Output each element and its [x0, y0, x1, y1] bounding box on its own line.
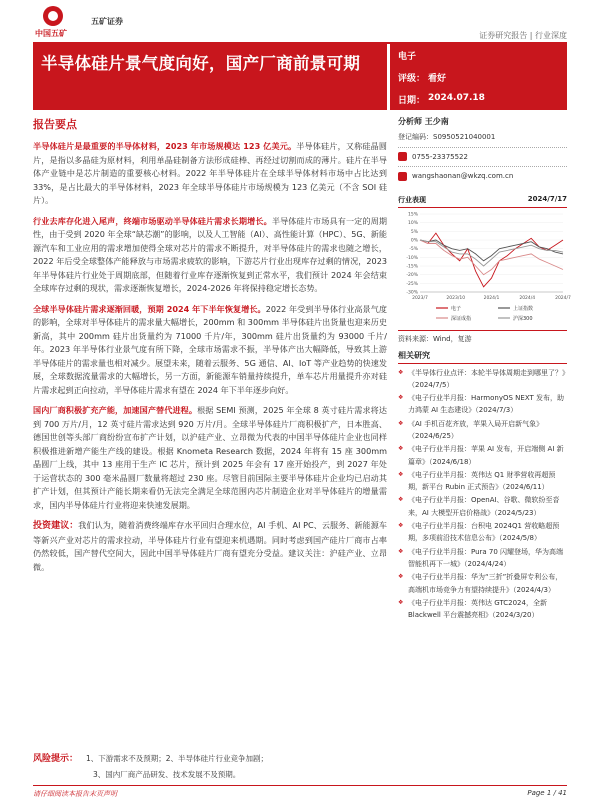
summary-paragraph — [33, 303, 387, 398]
analyst-phone: 0755-23375522 — [412, 152, 468, 161]
y-tick-label: -10% — [406, 255, 418, 261]
summary-heading: 报告要点 — [33, 118, 77, 131]
paragraph-lead: 全球半导体硅片需求逐渐回暖，预期 2024 年下半年恢复增长。 — [33, 303, 266, 314]
date-label: 日期： — [398, 96, 426, 106]
report-title: 半导体硅片景气度向好，国产厂商前景可期 — [41, 54, 361, 73]
report-summary — [33, 116, 387, 574]
page-number: Page 1 / 41 — [527, 789, 567, 797]
related-item[interactable]: ❖ 《电子行业半月报：英伟达 Q1 财季营收再超预期，新平台 Rubin 正式预告》（2024/6/11） — [398, 469, 567, 494]
paragraph-lead: 半导体硅片是最重要的半导体材料，2023 年市场规模达 123 亿美元。 — [33, 141, 297, 151]
email-icon — [398, 172, 407, 181]
analyst-email[interactable]: wangshaonan@wkzq.com.cn — [412, 172, 514, 180]
y-tick-label: -25% — [406, 281, 418, 287]
performance-header — [398, 195, 567, 208]
paragraph-lead: 行业去库存化进入尾声，终端市场驱动半导体硅片需求长期增长。 — [33, 215, 272, 226]
related-item[interactable]: ❖ 《电子行业半月报：台积电 2024Q1 营收略超预期，多项前沿技术信息公布》（2024/5/8） — [398, 520, 567, 545]
related-item[interactable]: ❖ 《电子行业半月报：HarmonyOS NEXT 发布，助力鸿蒙 AI 生态建设》（2024/7/3） — [398, 392, 567, 417]
y-tick-label: 5% — [410, 229, 418, 235]
phone-row — [398, 151, 567, 164]
y-tick-label: 10% — [407, 220, 418, 226]
legend-label: 电子 — [451, 305, 462, 312]
rating-value: 看好 — [428, 74, 447, 84]
contact-divider — [398, 147, 567, 148]
investment-advice — [33, 519, 387, 574]
paragraph-lead: 国内厂商积极扩充产能，加速国产替代进程。 — [33, 405, 198, 415]
y-tick-label: -5% — [409, 246, 418, 252]
title-band — [33, 44, 387, 110]
y-tick-label: 0% — [410, 238, 418, 243]
x-tick-label: 2024/1 — [483, 295, 500, 301]
risk-text-2: 3、国内厂商产品研发、技术发展不及预期。 — [93, 770, 241, 779]
related-item[interactable]: ❖ 《电子行业半月报：英伟达 GTC2024，全新 Blackwell 平台震撼亮相》（2024/3/20） — [398, 597, 567, 622]
contact-divider — [398, 166, 567, 167]
summary-paragraph — [33, 140, 387, 208]
summary-paragraph — [33, 215, 387, 296]
y-tick-label: 15% — [407, 212, 418, 217]
risk-lead: 风险提示： — [33, 754, 79, 764]
performance-date: 2024/7/17 — [527, 194, 567, 203]
advice-lead: 投资建议： — [33, 521, 79, 531]
legend-label: 上证指数 — [513, 305, 534, 312]
sidebar — [398, 116, 571, 622]
company-logo — [33, 6, 143, 38]
rating-row — [398, 71, 447, 84]
email-row — [398, 170, 567, 183]
related-item[interactable]: ❖ 《半导体行业点评：本轮半导体周期走到哪里了？》（2024/7/5） — [398, 367, 567, 392]
legend-label: 深证成指 — [451, 315, 472, 322]
y-tick-label: -15% — [406, 264, 418, 269]
logo-brand-name: 五矿证券 — [91, 17, 123, 26]
summary-paragraph — [33, 404, 387, 512]
related-item[interactable]: ❖ 《电子行业半月报：苹果 AI 发布，开启端侧 AI 新篇章》（2024/6/18） — [398, 443, 567, 468]
paragraph-body: 根据 SEMI 预测，2025 年全球 8 英寸硅片需求将达到 700 万片/月，12 英寸硅片需求达到 920 万片/月。全球半导体硅片厂商积极扩产，日本胜高、德国世创等头部厂商纷纷宣布扩产计划，以沪硅产业、立昂微为代表的中国半导体硅片企业也同样积极推进新增产能生产线的建设。根据 Knometa Research 数据，2024 年将有 15 座 300mm 晶圆厂上线，其中 13 座用于生产 IC 芯片，预计到 2025 年会有 17 座开始投产，到 2027 年处于运营状态的 300 毫米晶圆厂数量将超过 230 座。尽管目前国际主要半导体硅片企业均已启动其扩产计划，但其预计产能长期来看仍无法完全满足全球范围内芯片制造企业对半导体硅片的增量需求，国内半导体硅片行业将迎来快速发展期。 — [33, 405, 387, 510]
footer-disclaimer: 请仔细阅读本报告末页声明 — [33, 790, 117, 798]
related-item[interactable]: ❖ 《电子行业半月报：OpenAI、谷歌、微软纷至沓来，AI 大模型开启价格战》（2024/5/23） — [398, 494, 567, 519]
performance-title: 行业表现 — [398, 195, 426, 204]
paragraph-body: 半导体硅片，又称硅晶圆片，是指以多晶硅为原材料，利用单晶硅制备方法形成硅棒、再经过切割而成的薄片。硅片在半导体产业链中是芯片制造的重要核心材料。2022 年半导体硅片在全球半导体材料市场中占比达到 33%，是占比最大的半导体材料，2023 年全球半导体硅片市场规模为 123 亿美元（不含 SOI 硅片）。 — [33, 141, 387, 205]
series-line-上证指数 — [420, 240, 563, 261]
risk-line — [33, 751, 567, 767]
y-tick-label: -30% — [406, 290, 418, 295]
logo-mark-icon — [43, 6, 63, 26]
x-tick-label: 2024/7 — [555, 295, 571, 301]
x-tick-label: 2023/10 — [446, 295, 466, 301]
x-tick-label: 2024/4 — [519, 295, 536, 301]
advice-body: 我们认为，随着消费终端库存水平回归合理水位，AI 手机、AI PC、云服务、新能源车等新兴产业对芯片的需求拉动，半导体硅片行业有望迎来机遇期。同时考虑到国产硅片厂商市占率仍然较低，国产替代空间大，因此中国半导体硅片厂商有望充分受益。建议关注：沪硅产业、立昂微。 — [33, 520, 387, 572]
y-tick-label: -20% — [406, 272, 418, 278]
paragraph-body: 半导体硅片市场具有一定的周期性，由于受到 2020 年全球“缺芯潮”的影响，以及人工智能（AI）、高性能计算（HPC）、5G、新能源汽车和工业应用的需求增加使得全球对芯片的需求不断提升，对半导体硅片的需求也随之增长，2022 年后受全球整体产能释放与市场需求疲软的影响，下游芯片行业出现库存过剩的情况，2023 年半导体硅片行业处于周期底部，但随着行业库存逐渐恢复到正常水平，我们预计 2024 年会结束全球库存过剩的现状，需求逐渐恢复增长，2024-2026 年将保持稳定增长态势。 — [33, 215, 387, 293]
x-tick-label: 2023/7 — [412, 295, 428, 301]
sector-label: 电子 — [398, 52, 417, 62]
performance-chart — [398, 210, 571, 328]
risk-warning — [33, 751, 567, 782]
analyst-name: 分析师 王少南 — [398, 117, 449, 126]
related-research-heading: 相关研究 — [398, 350, 567, 364]
info-band — [390, 44, 567, 110]
data-source: 资料来源：Wind，复游 — [398, 330, 567, 344]
logo-group-name: 中国五矿 — [35, 29, 67, 38]
paragraph-body: 2022 年受到半导体行业高景气度的影响，全球对半导体硅片的需求量大幅增长，200mm 和 300mm 半导体硅片出货量也迎来历史新高，其中 200mm 硅片出货量约为 71000 千片/年，300mm 硅片出货量约为 93000 千片/年。2023 年半导体行业景气度有所下降，全球市场需求不振，半导体产出大幅降低，导致其上游半导体硅片的需求量也相对减少。展望未来，随着云服务、5G 通信、AI、IoT 等产业趋势的快速发展，全球数据流量需求的大幅增长，另一方面，新能源车销量持续提升，单车芯片用量提升亦对硅片需求起到正向拉动，半导体硅片需求有望在 2024 年下半年逐步向好。 — [33, 303, 387, 395]
related-item[interactable]: ❖ 《电子行业半月报：华为“三折”折叠屏专利公布，高端机市场竞争力有望持续提升》（2024/4/3） — [398, 571, 567, 596]
date-row — [398, 93, 485, 106]
report-type: 证券研究报告 | 行业深度 — [479, 31, 567, 40]
related-item[interactable]: ❖ 《电子行业半月报：Pura 70 闪耀登场，华为高端智能机再下一城》（2024/4/24） — [398, 546, 567, 571]
footer-divider — [33, 785, 567, 786]
rating-label: 评级： — [398, 74, 426, 84]
related-research-list — [398, 367, 567, 622]
date-value: 2024.07.18 — [428, 93, 485, 103]
analyst-reg: 登记编码：S0950521040001 — [398, 133, 496, 141]
risk-text-1: 1、下游需求不及预期；2、半导体硅片行业竞争加剧； — [86, 754, 269, 763]
related-item[interactable]: ❖ 《AI 手机百花齐放，苹果入局开启新气象》（2024/6/25） — [398, 418, 567, 443]
phone-icon — [398, 152, 407, 161]
legend-label: 沪深300 — [513, 315, 533, 322]
